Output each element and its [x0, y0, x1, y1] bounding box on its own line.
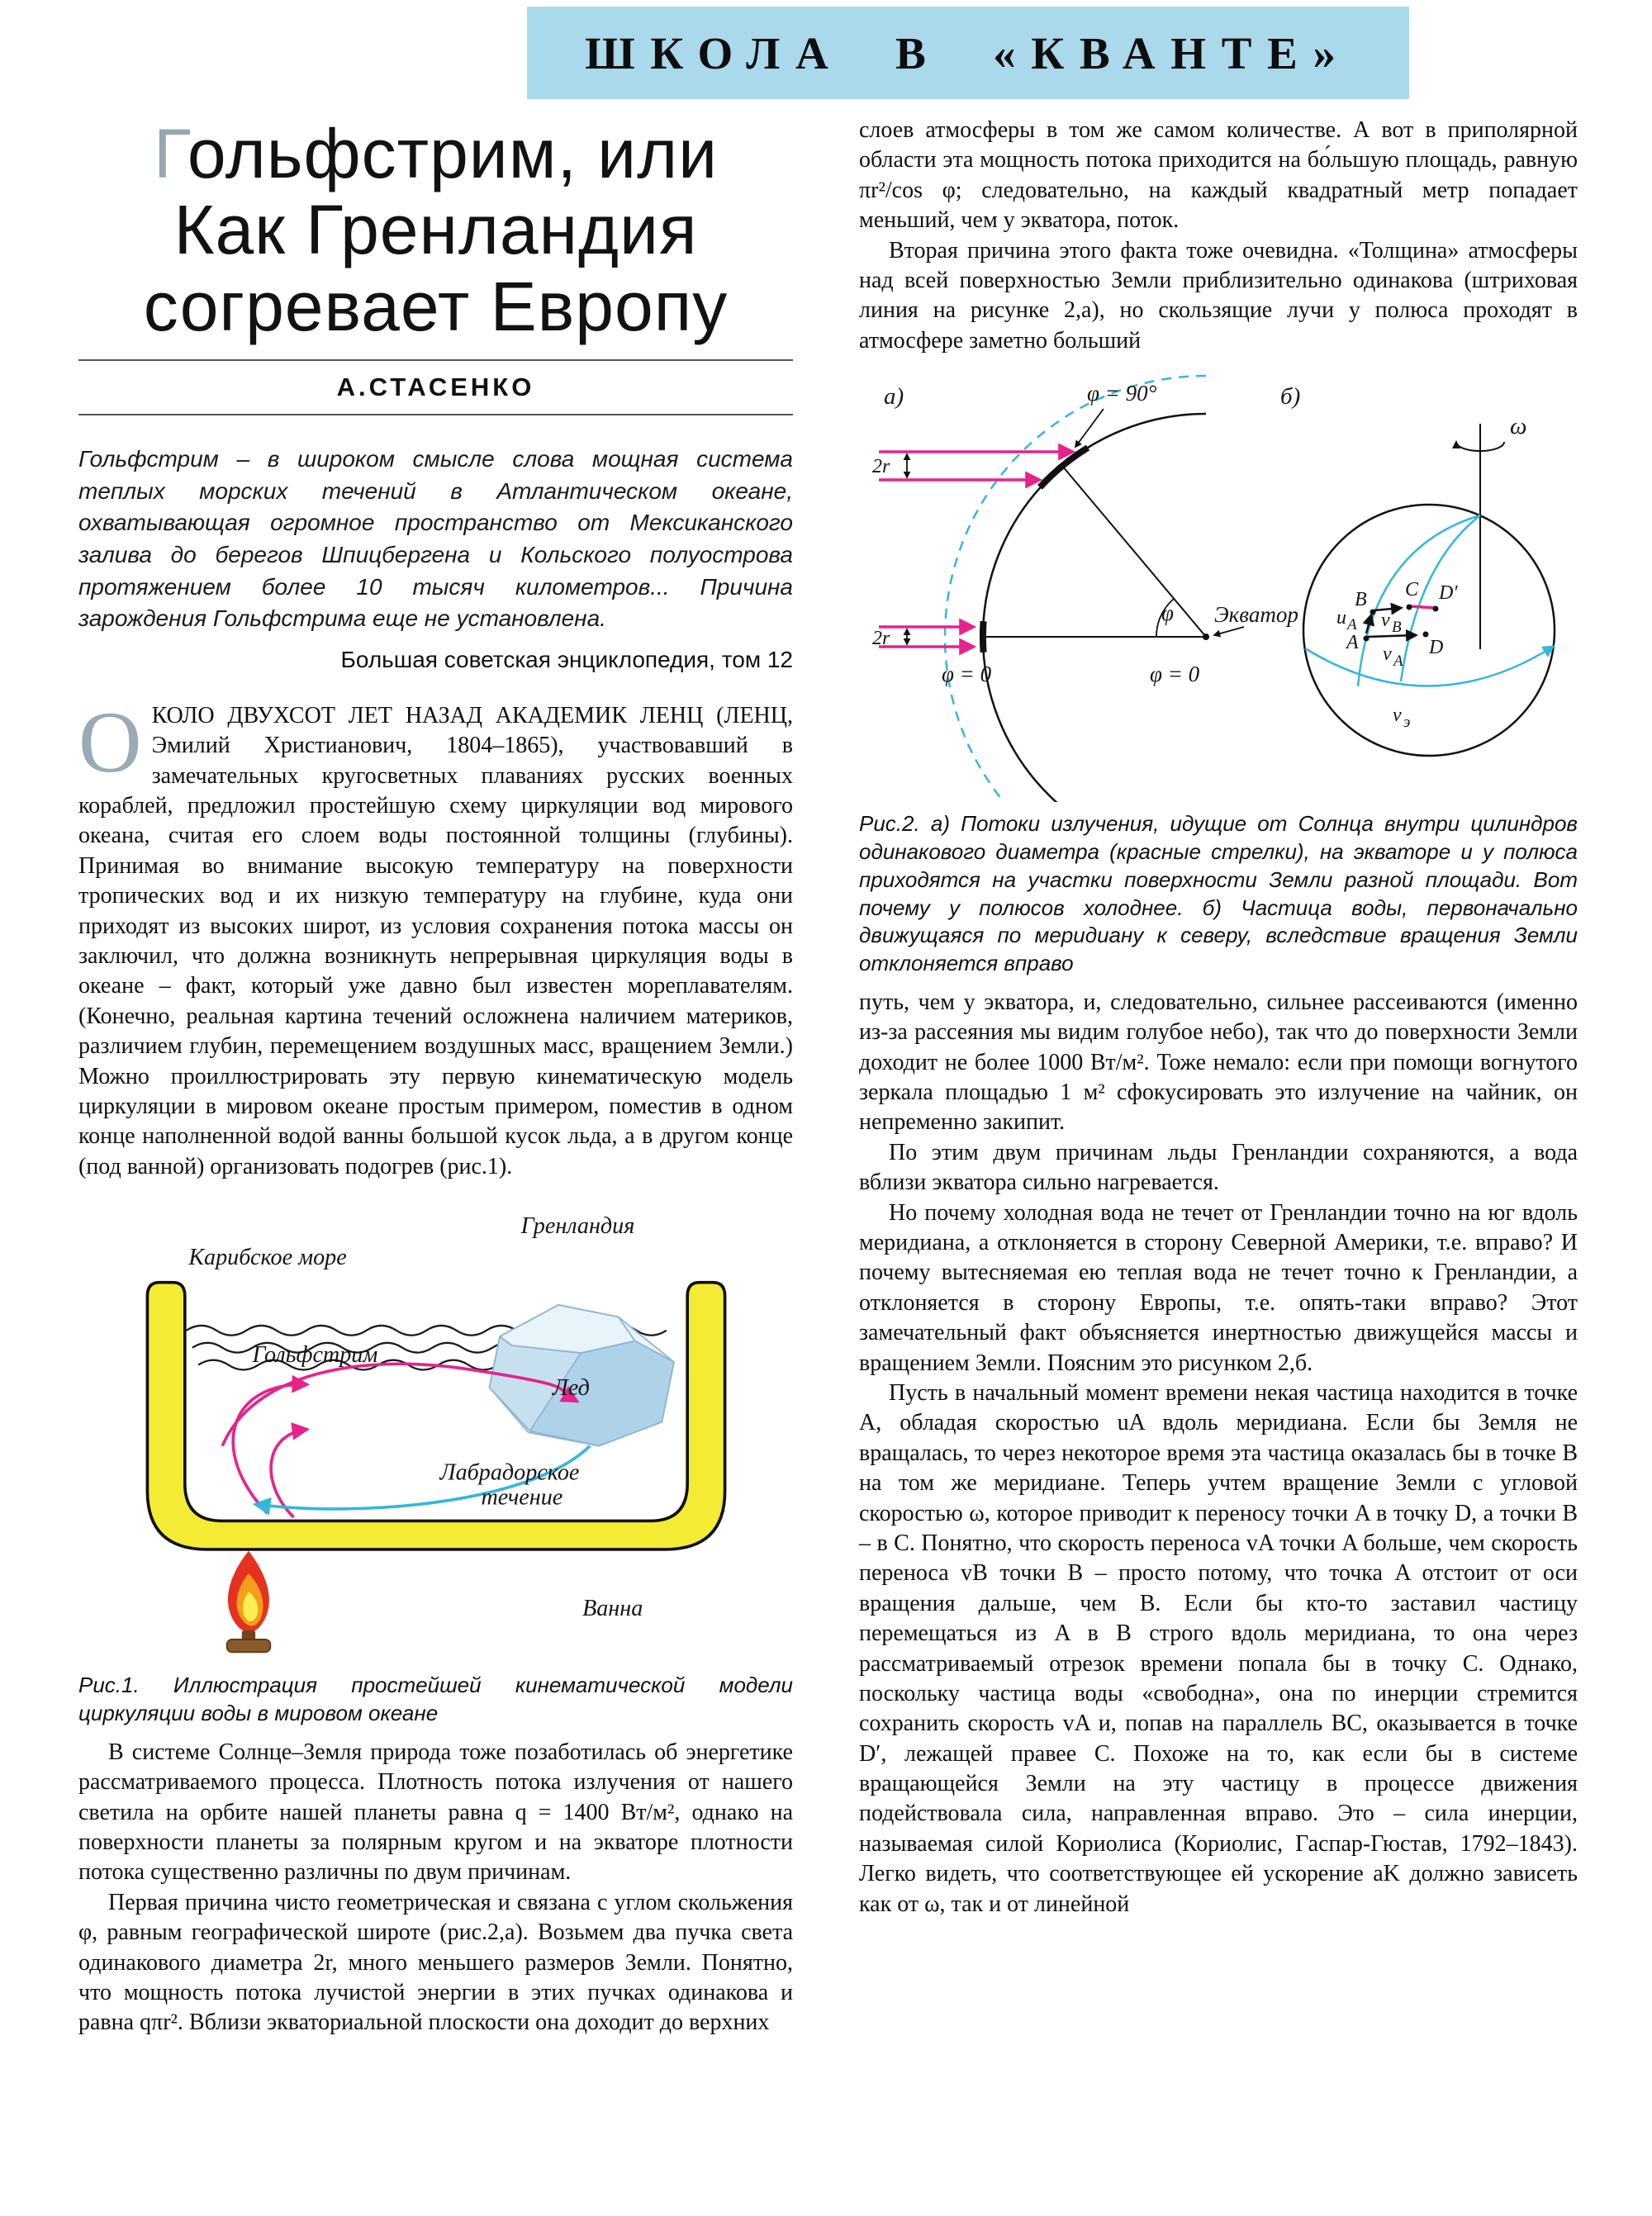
left-column	[78, 116, 793, 2038]
title-initial: Г	[153, 115, 188, 192]
fig2b-ve-sub: э	[1403, 714, 1411, 732]
deflection-segment	[1411, 606, 1434, 608]
title-line-2: Как Гренландия	[173, 191, 698, 269]
equator-leader	[1214, 627, 1244, 635]
globe	[1303, 505, 1555, 756]
fig2a-label: а)	[884, 383, 904, 410]
fig2b-point-c: C	[1405, 579, 1419, 601]
section-banner	[527, 7, 1409, 99]
title-line-3: согревает Европу	[143, 267, 729, 345]
paragraph-text: КОЛО ДВУХСОТ ЛЕТ НАЗАД АКАДЕМИК ЛЕНЦ (ЛЕНЦ, Эмилий Христианович, 1804–1865), участвовавший в замечательных кругосветных плаваниях русских военных кораблей, предложил простейшую схему циркуляции вод мирового океана, считая его слоем воды постоянной толщины (глубины). Принимая во внимание высокую температуру на поверхности тропических вод и их низкую температуру на глубине, куда они приходят из высоких широт, из условия сохранения потока массы он заключил, что должна возникнуть непрерывная циркуляция воды в океане – факт, который уже давно был известен мореплавателям. (Конечно, реальная картина течений осложнена наличием материков, различием глубин, перемещением воздушных масс, вращением Земли.) Можно проиллюстрировать эту первую кинематическую модель циркуляции в мировом океане простым примером, поместив в одном конце наполненной водой ванны большой кусок льда, а в другом конце (под ванной) организовать подогрев (рис.1).	[78, 702, 793, 1179]
right-column	[859, 116, 1578, 1919]
fig1-label-greenland: Гренландия	[520, 1212, 634, 1239]
figure-1-caption: Рис.1. Иллюстрация простейшей кинематической модели циркуляции воды в мировом океане	[78, 1673, 793, 1725]
dropcap-initial: О	[78, 693, 142, 790]
fig2b-omega-label: ω	[1510, 413, 1527, 440]
figure-1	[78, 1198, 793, 1728]
fig1-label-labrador-1: Лабрадорское	[439, 1459, 579, 1486]
burner	[226, 1630, 270, 1652]
fig2b-vb-label: v	[1381, 610, 1390, 632]
figure-2-illustration	[859, 372, 1578, 802]
body-paragraph: По этим двум причинам льды Гренландии сохраняются, а вода вблизи экватора сильно нагревается.	[859, 1139, 1578, 1196]
fig2b-point-b: B	[1355, 589, 1367, 611]
body-paragraph: Вторая причина этого факта тоже очевидна. «Толщина» атмосферы над всей поверхностью Земли приблизительно одинакова (штриховая линия на рисунке 2,а), но скользящие лучи у полюса проходят в атмосфере заметно больший	[859, 237, 1578, 354]
fig1-label-gulfstream: Гольфстрим	[252, 1342, 377, 1369]
meridians	[1305, 515, 1553, 686]
polar-radius	[1062, 466, 1206, 637]
title-line-1	[78, 116, 793, 192]
fig1-label-labrador-2: течение	[480, 1484, 563, 1511]
body-paragraph: слоев атмосферы в том же самом количестве. А вот в приполярной области эта мощность потока приходится на бо́льшую площадь, равную πr²/cos φ; следовательно, на каждый квадратный метр попадает меньший, чем у экватора, поток.	[859, 117, 1578, 234]
fig2b-va-label: v	[1383, 643, 1392, 666]
polar-beams	[879, 452, 1072, 480]
section-banner-title: ШКОЛА В «КВАНТЕ»	[585, 27, 1351, 78]
body-paragraph: Но почему холодная вода не течет от Гренландии точно на юг вдоль меридиана, а отклоняется в сторону Северной Америки, т.е. вправо? И почему вытесняемая ею теплая вода не течет точно к Гренландии, а отклоняется в сторону Европы, т.е. опять-таки вправо? Этот замечательный факт объясняется инертностью движущейся массы и вращением Земли. Поясним это рисунком 2,б.	[859, 1199, 1578, 1376]
fig2a-phi0-left: φ = 0	[942, 662, 992, 687]
fig2b-ve-label: v	[1393, 705, 1402, 727]
epigraph-source: Большая советская энциклопедия, том 12	[340, 646, 793, 672]
equator-beams	[879, 627, 973, 647]
author-name: А.СТАСЕНКО	[78, 359, 793, 415]
earth-center-dot	[1203, 633, 1209, 640]
fig2b-point-a: A	[1346, 632, 1359, 654]
fig2b-point-d: D	[1429, 637, 1444, 659]
fig2b-ua-label: u	[1336, 607, 1346, 629]
atmosphere-arc	[945, 376, 1206, 802]
fig1-label-bath: Ванна	[582, 1596, 643, 1622]
body-paragraph: путь, чем у экватора, и, следовательно, сильнее рассеиваются (именно из-за рассеяния мы видим голубое небо), так что до поверхности Земли доходит не более 1000 Вт/м². Тоже немало: если при помощи вогнутого зеркала площадью 1 м² сфокусировать это излучение на чайник, он непременно закипит.	[859, 989, 1578, 1136]
figure-2	[859, 372, 1578, 978]
title-line-1-rest: ольфстрим, или	[187, 115, 719, 192]
body-paragraph: Пусть в начальный момент времени некая частица находится в точке A, обладая скоростью uA вдоль меридиана. Если бы Земля не вращалась, то через некоторое время эта частица оказалась бы в точке B на том же меридиане. Теперь учтем вращение Земли с угловой скоростью ω, которое приводит к переносу точки A в точку D, а точки B – в C. Понятно, что скорость переноса vA точки A больше, чем скорость переноса vB точки B – просто потому, что точка A отстоит от оси вращения дальше, чем B. Если бы кто-то заставил частицу перемещаться из A в B строго вдоль меридиана, то она через рассматриваемый отрезок времени попала бы в точку C. Однако, поскольку частица воды «свободна», она по инерции стремится сохранить скорость vA и, попав на параллель BC, оказывается в точке D′, лежащей правее C. Похоже на то, как если бы в системе вращающейся Земли на эту частицу в процессе движения подействовала сила, направленная вправо. Это – сила инерции, называемая силой Кориолиса (Кориолис, Гаспар-Гюстав, 1792–1843). Легко видеть, что соответствующее ей ускорение aK должно зависеть как от ω, так и от линейной	[859, 1379, 1578, 1917]
fig2a-phi90-label: φ = 90°	[1087, 381, 1157, 406]
fig2a-2r-bottom: 2r	[872, 628, 890, 650]
fig2a-phi0-right: φ = 0	[1150, 662, 1200, 687]
fig1-label-ice: Лед	[552, 1375, 590, 1402]
figure-1-illustration	[110, 1198, 762, 1663]
article-title	[78, 116, 793, 344]
body-paragraph: В системе Солнце–Земля природа тоже позаботилась об энергетике рассматриваемого процесса. Плотность потока излучения от нашего светила на орбите нашей планеты равна q = 1400 Вт/м², однако на поверхности планеты за полярным кругом и на экваторе плотности потока существенно различны по двум причинам.	[78, 1739, 794, 1886]
fig2a-2r-top: 2r	[872, 456, 890, 478]
body-paragraph	[78, 693, 793, 1182]
figure-2-caption: Рис.2. а) Потоки излучения, идущие от Солнца внутри цилиндров одинакового диаметра (красные стрелки), на экваторе и у полюса приходятся на участки поверхности Земли разной площади. Вот почему у полюсов холоднее. б) Частица воды, первоначально движущаяся по меридиану к северу, вследствие вращения Земли отклоняется вправо	[859, 811, 1578, 976]
fig2b-point-d-prime: D′	[1439, 582, 1458, 605]
epigraph: Гольфстрим – в широком смысле слова мощная система теплых морских течений в Атлантическом океане, охватывающая огромное пространство от Мексиканского залива до берегов Шпицбергена и Кольского полуострова протяжением более 10 тысяч километров... Причина зарождения Гольфстрима еще не установлена.	[78, 446, 793, 632]
fig2b-ua-sub: A	[1347, 616, 1357, 634]
fig2a-phi-label: φ	[1161, 600, 1174, 626]
flame	[227, 1551, 268, 1632]
fig1-label-caribbean: Карибское море	[188, 1245, 347, 1271]
fig2b-vb-sub: B	[1392, 619, 1402, 637]
body-paragraph: Первая причина чисто геометрическая и связана с углом скольжения φ, равным географической широте (рис.2,а). Возьмем два пучка света одинакового диаметра 2r, много меньшего размеров Земли. Понятно, что мощность потока лучистой энергии в этих пучках одинакова и равна qπr². Вблизи экваториальной плоскости она доходит до верхних	[78, 1889, 793, 2036]
fig2b-va-sub: A	[1393, 652, 1403, 671]
fig2b-label: б)	[1280, 383, 1301, 410]
fig2a-equator-label: Экватор	[1214, 602, 1298, 628]
